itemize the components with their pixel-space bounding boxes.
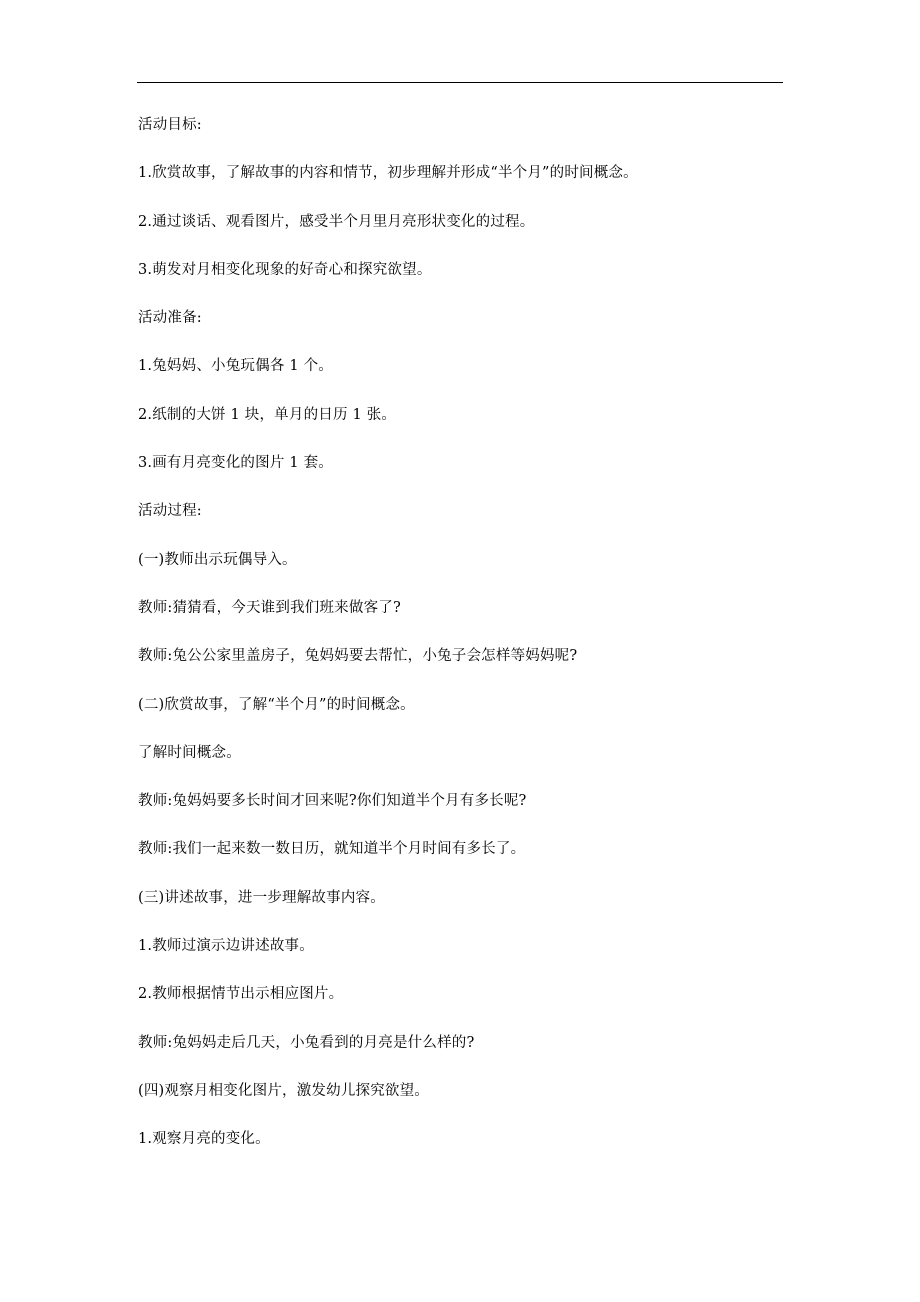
section-heading-process: 活动过程: [138,503,202,520]
preparation-item-1: 1.兔妈妈、小兔玩偶各 1 个。 [138,358,333,375]
process-step-2: (二)欣赏故事，了解“半个月”的时间概念。 [138,696,415,713]
section-heading-goals: 活动目标: [138,117,202,133]
teacher-line: 教师:猜猜看，今天谁到我们班来做客了? [138,599,401,616]
paragraph-line: 了解时间概念。 [138,744,241,761]
paragraph-line: 1.教师过演示边讲述故事。 [138,938,314,955]
paragraph-line: 1.观察月亮的变化。 [138,1131,270,1148]
process-step-4: (四)观察月相变化图片，激发幼儿探究欲望。 [138,1082,430,1099]
process-step-1: (一)教师出示玩偶导入。 [138,551,297,568]
preparation-item-3: 3.画有月亮变化的图片 1 套。 [138,455,333,472]
teacher-line: 教师:兔公公家里盖房子，兔妈妈要去帮忙，小兔子会怎样等妈妈呢? [138,648,578,665]
goal-item-1: 1.欣赏故事，了解故事的内容和情节，初步理解并形成“半个月”的时间概念。 [138,165,638,182]
section-heading-preparation: 活动准备: [138,310,202,327]
process-step-3: (三)讲述故事，进一步理解故事内容。 [138,889,385,906]
paragraph-line: 2.教师根据情节出示相应图片。 [138,986,344,1003]
goal-item-2: 2.通过谈话、观看图片，感受半个月里月亮形状变化的过程。 [138,213,535,230]
preparation-item-2: 2.纸制的大饼 1 块，单月的日历 1 张。 [138,406,397,423]
goal-item-3: 3.萌发对月相变化现象的好奇心和探究欲望。 [138,261,432,278]
document-body [138,112,778,1175]
teacher-line: 教师:兔妈妈走后几天，小兔看到的月亮是什么样的? [138,1034,475,1051]
teacher-line: 教师:兔妈妈要多长时间才回来呢?你们知道半个月有多长呢? [138,793,527,810]
teacher-line: 教师:我们一起来数一数日历，就知道半个月时间有多长了。 [138,841,526,858]
header-divider [137,82,783,83]
